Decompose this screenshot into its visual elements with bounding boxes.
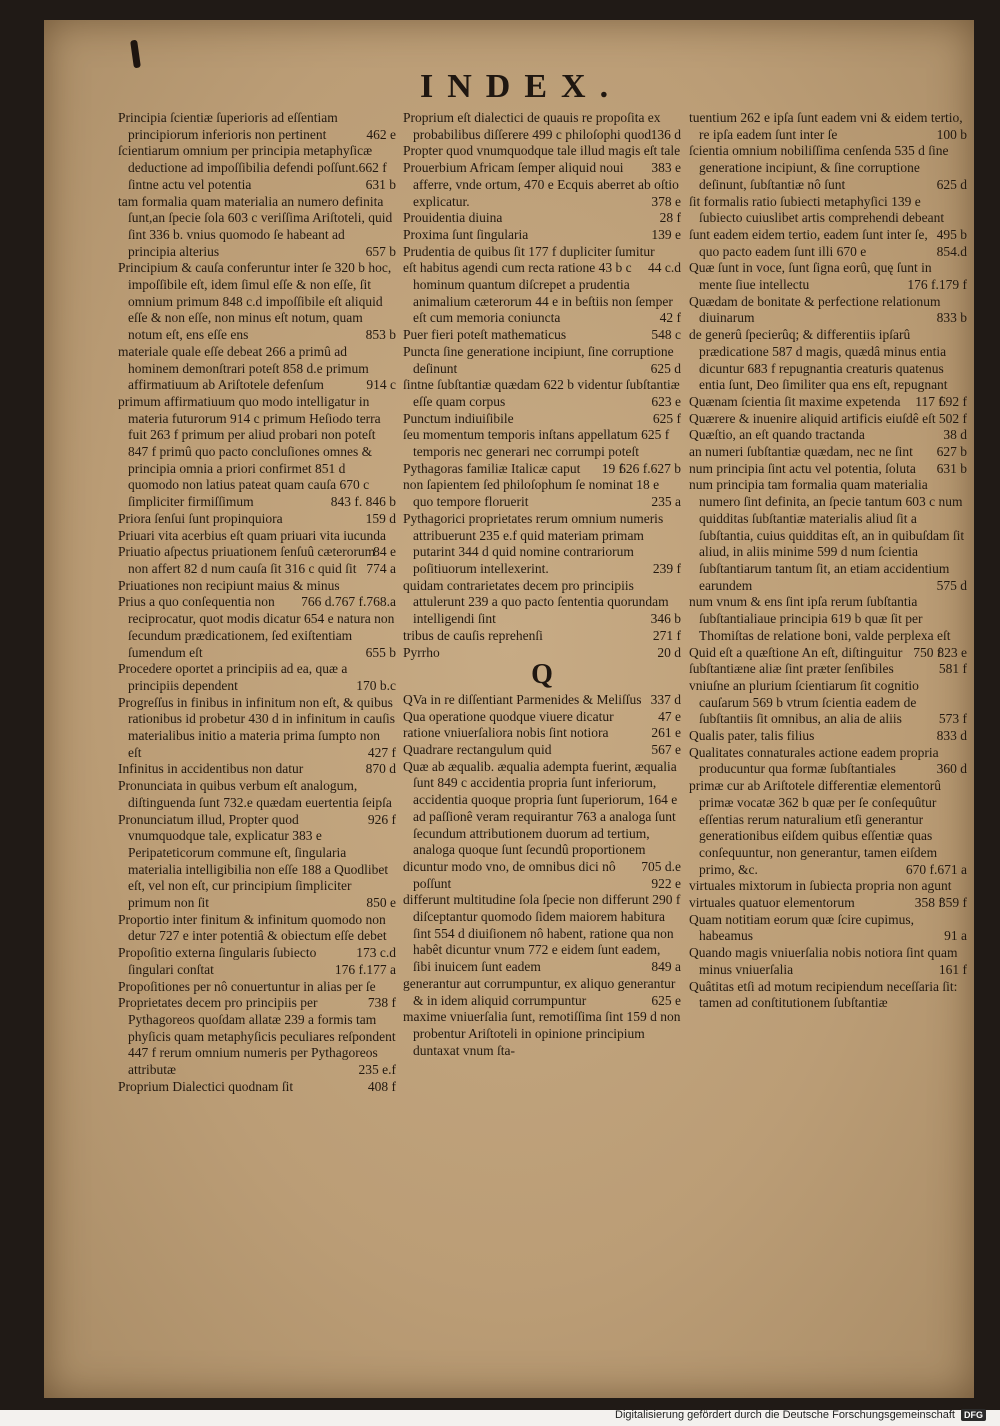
page-reference: 926 f [367,811,396,827]
index-entry [118,511,396,528]
page-reference: 502 f [938,410,967,426]
index-entry [403,725,681,742]
page-reference: 843 f. 846 b [330,494,396,510]
entry-text: Quærere & inuenire aliquid artificis eiuſdê eſt [689,410,936,426]
entry-text: Prudentia de quibus ſit 177 f dupliciter ſumitur [403,243,655,259]
page-reference: 914 c [366,377,396,393]
entry-text: ſintne ſubſtantiæ quædam 622 b videntur ſubſtantiæ eſſe quam corpus [403,377,680,409]
page-reference: 28 f [659,210,681,226]
page-reference: 378 e [651,193,681,209]
page-reference: 870 d [365,761,396,777]
index-entries-q [403,692,681,1059]
page-reference: 44 c.d [648,260,681,276]
entry-text: num principia ſint actu vel potentia, ſoluta [689,460,916,476]
index-entry [403,628,681,645]
entry-text: virtuales mixtorum in ſubiecta propria non agunt [689,878,952,894]
page-reference: 271 f [652,627,681,643]
entry-text: ratione vniuerſaliora nobis ſint notiora [403,725,609,741]
page-reference: 655 b [365,644,396,660]
page-reference: 170 b.c [356,677,396,693]
entry-text: num principia tam formalia quam materialia numero ſint definita, an ſpecie tantum 603 c num quidditas ſubſtantiæ materialis aliud ſit a ſubſtantia, cuius quidditas eſt, an in quibuſdam ſit aliud, in aliis minime 599 d num ſcientia ſubſtantiarum tantum ſit, an etiam accidentium earundem [689,477,965,593]
page-reference: 626 f.627 b [619,460,681,476]
entry-text: Priuari vita acerbius eſt quam priuari vita iucunda [118,527,387,543]
page-reference: 657 b [365,243,396,259]
entry-text: materiale quale eſſe debeat 266 a primû ad hominem demonſtrari poteſt 858 d.e primum affirmatiuum ab Ariſtotele defenſum [118,343,369,393]
page-reference: 383 e [651,160,681,176]
index-entry [403,692,681,709]
entry-text: Prouerbium Africam ſemper aliquid noui afferre, vnde ortum, 470 e Ecquis aberret ab oſtio explicatur. [403,160,679,209]
page-reference: 627 b [936,444,967,460]
entry-text: Quâtitas etſi ad motum recipiendum neceſſaria ſit: tamen ad conſtitutionem ſubſtantiæ [689,978,958,1011]
index-entry [403,1009,681,1059]
index-entry [403,709,681,726]
page-reference: 360 d [936,761,967,777]
index-entry [118,995,396,1079]
index-entry [689,444,967,461]
entry-text: Proprium eſt dialectici de quauis re propoſita ex probabilibus diſſerere 499 c philoſophi quod [403,110,661,142]
index-entry [689,728,967,745]
entry-text: differunt multitudine ſola ſpecie non differunt 290 f diſceptantur quomodo ſidem maiorem habitura ſint 554 d diuiſionem nô habent, ratione qua non habêt dicuntur vnum 772 e eidem ſunt eadem, ſibi inuicem ſunt eadem [403,892,681,975]
index-entry [118,1079,396,1096]
entry-text: QVa in re diſſentiant Parmenides & Meliſſus [403,691,642,707]
entry-text: Propter quod vnumquodque tale illud magis eſt tale [403,143,681,159]
page-reference: 774 a [366,560,396,576]
page-reference: 261 e [651,725,681,741]
footer [615,1409,986,1421]
index-entry [689,260,967,293]
entry-text: Principium & cauſa conferuntur inter ſe 320 b hoc, impoſſibile eſt, idem ſimul eſſe & non eſſe, ſit omnium primum 848 c.d impoſſibile eſt aliquid eſſe & non eſſe, non minus eſt notum, quam notum eſt, ens eſſe ens [118,260,392,343]
entry-text: ſeu momentum temporis inſtans appellatum 625 f temporis nec generari nec corrumpi poteſt [403,427,670,460]
page-reference: 20 d [657,644,681,660]
page-reference: 239 f [652,560,681,576]
page-reference: 358 f [914,895,943,911]
entry-text: ſit formalis ratio ſubiecti metaphyſici 139 e ſubiecto cuiuslibet artis comprehendi debeant [689,193,945,226]
entry-text: Quadrare rectangulum quid [403,742,552,758]
index-entry [403,411,681,428]
entry-text: primum affirmatiuum quo modo intelligatur in materia futurorum 914 c primum Heſiodo terra fuit 263 f primum per aliud probari non poteſt 847 f primû quo pacto concluſiones omnes & principia omnia a priori confirmet 851 d quomodo non latius pateat quam cauſa 670 c ſimpliciter firmiſſimum [118,393,381,510]
index-entry [689,110,967,143]
entry-text: dicuntur modo vno, de omnibus dici nô poſſunt [403,858,616,891]
entry-text: non ſapientem ſed philoſophum ſe nominat 18 e quo tempore floruerit [403,477,660,510]
page-reference: 161 f [938,961,967,977]
index-entry [689,678,967,728]
page-reference: 625 f [652,410,681,426]
index-entry [689,945,967,978]
entry-text: ſcientiarum omnium per principia metaphyſicæ deductione ad impoſſibilia defendi poſſunt.662 f ſintne actu vel potentia [118,143,387,192]
page-reference: 631 b [365,176,396,192]
page-reference: 84 e [373,544,396,560]
page-reference: 573 f [938,711,967,727]
index-entry [689,143,967,193]
entry-text: Quædam de bonitate & perfectione relationum diuinarum [689,293,941,326]
index-entry [118,695,396,762]
entry-text: maxime vniuerſalia ſunt, remotiſſima ſint 159 d non probentur Ariſtoteli in opinione principium duntaxat vnum ſta- [403,1009,681,1058]
index-entry [403,742,681,759]
index-entry [118,194,396,261]
entry-text: tribus de cauſis reprehenſi [403,627,543,643]
entry-text: Prius a quo conſequentia non reciprocatur, quot modis dicatur 654 e natura non ſecundum prædicationem, ſed exiſtentiam ſumendum eſt [118,594,395,660]
page-reference: 139 e [651,226,681,242]
index-column-1 [118,110,396,1095]
index-entry [403,976,681,1009]
page-reference: 346 b [650,611,681,627]
page-reference: 766 d.767 f.768.a [301,594,396,610]
entry-text: Proxima ſunt ſingularia [403,226,529,242]
index-entry [118,143,396,193]
entry-text: Proportio inter finitum & infinitum quomodo non detur 727 e inter potentiâ & obiectum eſſe debet [118,911,387,944]
page-title: INDEX. [420,68,623,105]
entry-text: Propoſitio externa ſingularis ſubiecto ſingulari conſtat [118,945,317,977]
entry-text: Quam notitiam eorum quæ ſcire cupimus, habeamus [689,911,914,944]
index-entry [689,394,967,411]
entry-text: Proprietates decem pro principiis per Pythagoreos quoſdam allatæ 239 a formis tam phyſicis quam metaphyſicis peculiares reſpondent 447 f rerum omnium numeris per Pythagoreos attributæ [118,995,396,1078]
entry-text: Pythagoras familiæ Italicæ caput [403,460,581,476]
page-reference: 19 f [601,460,624,476]
index-entry [689,979,967,1012]
index-entry [403,477,681,510]
page-reference: 849 a [651,959,681,975]
page-reference: 854.d [936,243,967,259]
entry-text: Quid eſt a quæſtione An eſt, diſtinguitur [689,644,903,660]
entry-text: ſunt eadem eidem tertio, eadem ſunt inter ſe, quo pacto eadem ſunt illi 670 e [689,226,928,259]
index-entry [118,778,396,827]
entry-text: vniuſne an plurium ſcientiarum ſit cognitio cauſarum 569 b vtrum ſcientia eadem de ſubſtantiis ſit omnibus, an alia de aliis [689,677,919,727]
entry-text: quidam contrarietates decem pro principiis attulerunt 239 a quo pacto ſententia quorundam intelligendi ſint [403,577,669,627]
page-reference: 47 e [658,708,681,724]
entry-text: an numeri ſubſtantiæ quædam, nec ne ſint [689,444,913,460]
page-reference: 625 d [936,176,967,192]
entry-text: Principia ſcientiæ ſuperioris ad eſſentiam principiorum inferioris non pertinent [118,110,338,142]
index-entry [118,761,396,778]
entry-text: Priuatio aſpectus priuationem ſenſuû cæterorum non affert 82 d num cauſa ſit 316 c quid ſit [118,544,376,576]
index-entry [118,577,396,610]
page-reference: 922 e [651,875,681,891]
page-reference: 623 e [651,393,681,409]
page-reference: 337 d [650,691,681,707]
index-column-2 [403,110,681,1059]
page-reference: 100 b [936,126,967,142]
entry-text: Progreſſus in finibus in infinitum non eſt, & quibus rationibus id probetur 430 d in infinitum in cauſis materialibus initio a materia prima ſumpto non eſt [118,694,395,760]
index-entry [689,912,967,945]
entry-text: ſcientia omnium nobiliſſima cenſenda 535 d ſine generatione incipiunt, & ſine corruptione deſinunt, ſubſtantiæ nô ſunt [689,143,949,192]
page-reference: 235 a [651,494,681,510]
index-entry [403,511,681,578]
entry-text: eſt habitus agendi cum recta ratione 43 b c hominum quantum diſcrepet a prudentia animalium cæterorum 44 e in beſtiis non ſemper eſt cum memoria coniuncta [403,260,673,326]
entry-text: virtuales quatuor elementorum [689,895,855,911]
entry-text: Puncta ſine generatione incipiunt, ſine corruptione deſinunt [403,343,674,376]
dfg-logo: DFG [961,1409,986,1421]
index-entry [689,411,967,428]
footer-text: Digitalisierung gefördert durch die Deutsche Forschungsgemeinschaft [615,1409,955,1421]
entry-text: Quæ ſunt in voce, ſunt ſigna eorû, quę ſunt in mente ſiue intellectu [689,260,932,293]
entry-text: Infinitus in accidentibus non datur [118,761,304,777]
page-reference: 567 e [651,742,681,758]
page-reference: 833 d [936,728,967,744]
index-entry [403,243,681,276]
page-reference: 548 c [651,327,681,343]
entry-text: Puer fieri poteſt mathematicus [403,327,567,343]
index-entry [403,344,681,377]
page-reference: 359 f [938,895,967,911]
entry-text: Propoſitiones per nô conuertuntur in alias per ſe [118,978,376,994]
entry-text: Quæſtio, an eſt quando tractanda [689,427,865,443]
page-reference: 159 d [365,510,396,526]
entry-text: ſubſtantiæne aliæ ſint præter ſenſibiles [689,661,894,677]
page-reference: 42 f [659,310,681,326]
index-entry [689,461,967,478]
index-entry [118,260,396,344]
page-reference: 581 f [938,661,967,677]
entry-text: Prouidentia diuina [403,210,503,226]
page-reference: 462 e [366,126,396,142]
page-reference: 117 f [915,393,943,409]
page-reference: 176 f.179 f [907,277,967,293]
entry-text: Qua operatione quodque viuere dicatur [403,708,614,724]
index-column-3 [689,110,967,1012]
index-entry [403,110,681,143]
index-entries-p [403,110,681,661]
page-reference: 136 d [650,126,681,142]
page-reference: 631 b [936,460,967,476]
index-entry [118,394,396,511]
page-reference: 692 f [938,393,967,409]
entry-text: Qualitates connaturales actione eadem propria producuntur qua formæ ſubſtantiales [689,744,939,777]
index-entry [689,645,967,662]
index-entry [689,294,967,327]
page-reference: 38 d [943,427,967,443]
index-entry [689,895,967,912]
index-entry [403,260,681,327]
entry-text: Priuationes non recipiunt maius & minus [118,577,340,593]
page-reference: 235 e.f [358,1062,396,1078]
index-entry [689,661,967,678]
entry-text: num vnum & ens ſint ipſa rerum ſubſtantia ſubſtantialiaue principia 619 b quæ ſit per Thomiſtas de relatione boni, valde perplexa eſt [689,594,951,643]
section-letter: Q [531,659,553,691]
index-entry [403,210,681,227]
entry-text: Qualis pater, talis filius [689,728,815,744]
page-reference: 625 d [650,360,681,376]
page-reference: 670 f.671 a [905,861,967,877]
entry-text: tam formalia quam materialia an numero definita ſunt,an ſpecie ſola 603 c veriſſima Ariſtoteli, quid ſint 336 b. vnius quomodo ſe habeant ad principia alterius [118,193,393,259]
page-reference: 850 e [366,895,396,911]
index-entry [403,160,681,210]
index-entry [403,892,681,976]
entry-text: Pronunciata in quibus verbum eſt analogum, diſtinguenda ſunt 732.e quædam euertentia ſeipſa [118,778,392,810]
entry-text: generantur aut corrumpuntur, ex aliquo generantur & in idem aliquid corrumpuntur [403,975,676,1008]
page-reference: 750 f [913,644,942,660]
index-entry [689,778,967,878]
page-reference: 853 b [365,327,396,343]
index-entry [689,427,967,444]
index-entry [689,477,967,594]
page-reference: 427 f [367,744,396,760]
index-entry [403,327,681,344]
page-reference: 408 f [367,1078,396,1094]
page-reference: 738 f [367,995,396,1011]
entry-text: Punctum indiuiſibile [403,410,514,426]
page-reference: 833 b [936,310,967,326]
page-reference: 823 e [937,644,967,660]
index-entry [689,745,967,778]
index-entry [403,578,681,628]
index-entry [403,377,681,410]
index-entry [403,143,681,176]
index-entry [403,859,681,892]
index-entry [118,978,396,1011]
index-entry [403,227,681,244]
page-reference: 625 e [651,992,681,1008]
index-entry [118,945,396,978]
index-entry [118,661,396,694]
page-reference: 173 c.d [356,945,396,961]
index-entry [118,344,396,394]
entry-text: de generû ſpecierûq; & differentiis ipſarû prædicatione 587 d magis, quædâ minus entia dicuntur 683 f repugnantia creaturis quatenus entia ſunt, Deo ſimiliter qua ens eſt, repugnant [689,327,948,393]
index-entry [689,227,967,260]
index-entry [118,110,396,143]
entry-text: Procedere oportet a principiis ad ea, quæ a principiis dependent [118,661,348,693]
index-entry [118,544,396,577]
entry-text: Quando magis vniuerſalia nobis notiora ſint quam minus vniuerſalia [689,945,958,977]
page-reference: 495 b [936,226,967,242]
entry-text: Pronunciatum illud, Propter quod vnumquodque tale, explicatur 383 e Peripateticorum commune eſt, ſingularia materialia intelligibilia non eſſe 188 a Quodlibet eſt, vel non eſt, cur principium ſimpliciter primum non ſit [118,811,389,911]
page-reference: 176 f.177 a [334,961,396,977]
entry-text: Priora ſenſui ſunt propinquiora [118,510,283,526]
index-entry [118,812,396,912]
page-reference: 91 a [944,928,967,944]
entry-text: Pyrrho [403,644,440,660]
page-reference: 705 d.e [641,858,681,874]
entry-text: Quænam ſcientia ſit maxime expetenda [689,393,901,409]
index-entry [403,758,681,874]
entry-text: Proprium Dialectici quodnam ſit [118,1078,294,1094]
index-entry [689,193,967,242]
entry-text: primæ cur ab Ariſtotele differentiæ elementorû primæ vocatæ 362 b quæ per ſe conſequûtur eſſentias rerum naturalium etſi generantur generationibus eiſdem quibus eſſentiæ quas conſequuntur, non generantur, tamen eiſdem primo, &c. [689,778,942,877]
entry-text: Pythagorici proprietates rerum omnium numeris attribuerunt 235 e.f quid materiam primam putarint 344 d quid nomine contrariorum poſitiuorum intellexerint. [403,510,664,576]
entry-text: tuentium 262 e ipſa ſunt eadem vni & eidem tertio, re ipſa eadem ſunt inter ſe [689,110,963,142]
entry-text: Quæ ab æqualib. æqualia adempta fuerint, æqualia ſunt 849 c accidentia propria ſunt inferiorum, accidentia quoque propria ſunt ſuperiorum, 164 e ad paſſionê veram requirantur 763 a analoga ſunt ſecundum attributionem duorum ad tertium, analoga quoque ſunt ſecundû proportionem [403,758,678,858]
page-reference: 575 d [936,577,967,593]
